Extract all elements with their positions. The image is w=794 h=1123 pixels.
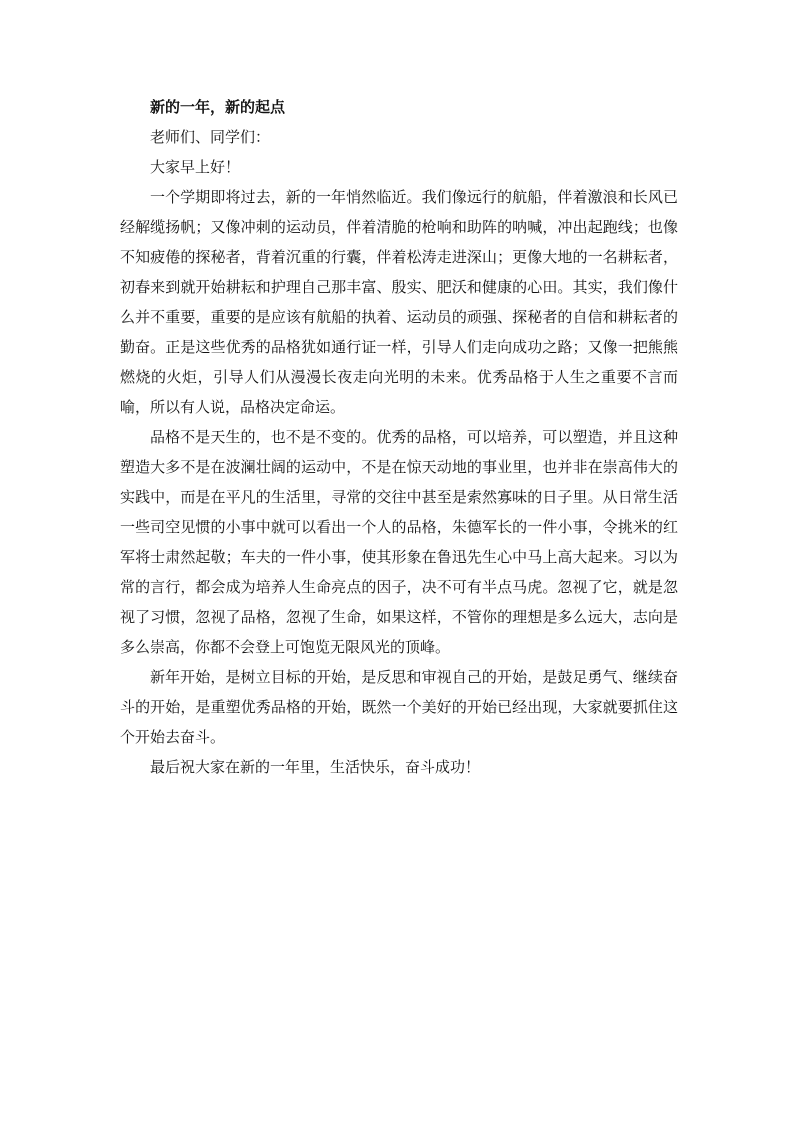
paragraph-3: 新年开始，是树立目标的开始，是反思和审视自己的开始，是鼓足勇气、继续奋斗的开始，是重塑优秀品格的开始，既然一个美好的开始已经出现，大家就要抓住这个开始去奋斗。 <box>120 668 678 746</box>
paragraph-1: 一个学期即将过去，新的一年悄然临近。我们像远行的航船，伴着激浪和长风已经解缆扬帆；又像冲刺的运动员，伴着清脆的枪响和助阵的呐喊，冲出起跑线；也像不知疲倦的探秘者，背着沉重的行囊，伴着松涛走进深山；更像大地的一名耕耘者，初春来到就开始耕耘和护理自己那丰富、殷实、肥沃和健康的心田。其实，我们像什么并不重要，重要的是应该有航船的执着、运动员的顽强、探秘者的自信和耕耘者的勤奋。正是这些优秀的品格犹如通行证一样，引导人们走向成功之路；又像一把熊熊燃烧的火炬，引导人们从漫漫长夜走向光明的未来。优秀品格于人生之重要不言而喻，所以有人说，品格决定命运。 <box>120 188 678 416</box>
document-title: 新的一年，新的起点 <box>150 98 286 116</box>
document-page <box>120 92 678 782</box>
greeting: 大家早上好！ <box>150 158 241 176</box>
paragraph-2: 品格不是天生的，也不是不变的。优秀的品格，可以培养，可以塑造，并且这种塑造大多不是在波澜壮阔的运动中，不是在惊天动地的事业里，也并非在崇高伟大的实践中，而是在平凡的生活里，寻常的交往中甚至是索然寡味的日子里。从日常生活一些司空见惯的小事中就可以看出一个人的品格，朱德军长的一件小事，令挑米的红军将士肃然起敬；车夫的一件小事，使其形象在鲁迅先生心中马上高大起来。习以为常的言行，都会成为培养人生命亮点的因子，决不可有半点马虎。忽视了它，就是忽视了习惯，忽视了品格，忽视了生命，如果这样，不管你的理想是多么远大，志向是多么崇高，你都不会登上可饱览无限风光的顶峰。 <box>120 428 678 656</box>
salutation: 老师们、同学们： <box>150 128 271 146</box>
closing-paragraph: 最后祝大家在新的一年里，生活快乐，奋斗成功！ <box>150 758 481 776</box>
